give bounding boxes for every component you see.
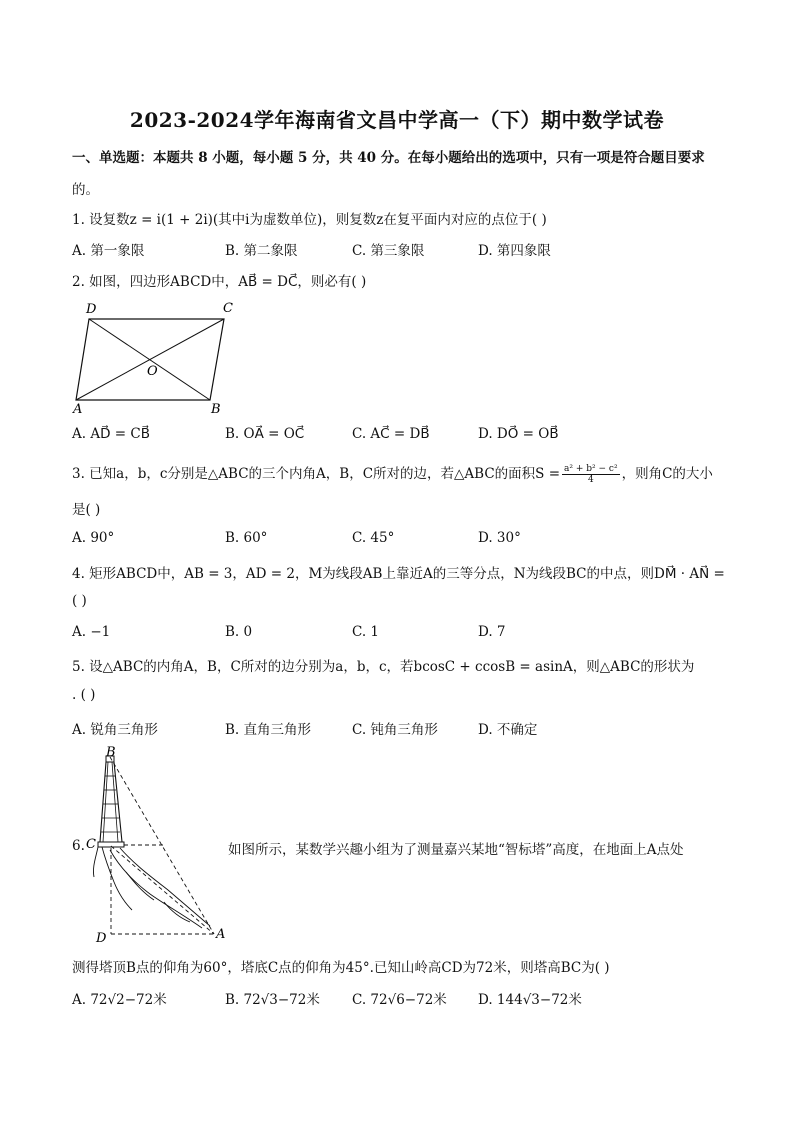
label-d: D bbox=[96, 931, 107, 944]
area-fraction bbox=[562, 464, 620, 485]
q6-option-c[interactable]: C. 72√6−72米 bbox=[352, 992, 447, 1008]
q1-option-b[interactable]: B. 第二象限 bbox=[225, 243, 298, 259]
q6-stem-line2: 测得塔顶B点的仰角为60°，塔底C点的仰角为45°.已知山岭高CD为72米，则塔高BC为( ) bbox=[72, 960, 610, 976]
q6-option-b[interactable]: B. 72√3−72米 bbox=[225, 992, 320, 1008]
fraction-numerator: a² + b² − c² bbox=[564, 464, 618, 474]
q5-option-a[interactable]: A. 锐角三角形 bbox=[72, 722, 158, 738]
label-b: B bbox=[211, 402, 221, 417]
label-b: B bbox=[106, 745, 116, 760]
q3-options bbox=[72, 530, 732, 550]
q4-option-d[interactable]: D. 7 bbox=[478, 624, 506, 640]
label-a: A bbox=[73, 402, 83, 417]
parallelogram-figure bbox=[70, 296, 240, 420]
q3-stem-before: 3. 已知a，b，c分别是△ABC的三个内角A，B，C所对的边，若△ABC的面积S = bbox=[72, 466, 561, 482]
q5-options bbox=[72, 718, 732, 738]
q3-option-d[interactable]: D. 30° bbox=[478, 530, 521, 546]
sightline-ac bbox=[111, 846, 214, 934]
q3-option-b[interactable]: B. 60° bbox=[225, 530, 268, 546]
fraction-denominator: 4 bbox=[587, 475, 594, 485]
label-a: A bbox=[216, 927, 226, 942]
q4-option-c[interactable]: C. 1 bbox=[352, 624, 380, 640]
tower-icon bbox=[98, 756, 124, 847]
q6-option-a[interactable]: A. 72√2−72米 bbox=[72, 992, 167, 1008]
q2-options bbox=[72, 426, 732, 446]
q5-stem-line2: . ( ) bbox=[72, 687, 96, 703]
q2-option-c[interactable]: C. AC⃗ = DB⃗ bbox=[352, 426, 430, 442]
q5-option-c[interactable]: C. 钝角三角形 bbox=[352, 722, 438, 738]
tower-figure bbox=[84, 742, 234, 944]
q3-option-c[interactable]: C. 45° bbox=[352, 530, 395, 546]
diagonal-ac bbox=[76, 319, 224, 400]
q4-options bbox=[72, 624, 732, 644]
q1-options bbox=[72, 239, 732, 259]
q4-option-b[interactable]: B. 0 bbox=[225, 624, 253, 640]
q5-stem-line1: 5. 设△ABC的内角A，B，C所对的边分别为a，b，c，若bcosC + ccosB = asinA，则△ABC的形状为 bbox=[72, 659, 695, 675]
q2-option-b[interactable]: B. OA⃗ = OC⃗ bbox=[225, 426, 305, 442]
q1-option-c[interactable]: C. 第三象限 bbox=[352, 243, 425, 259]
q2-stem: 2. 如图，四边形ABCD中，AB⃗ = DC⃗，则必有( ) bbox=[72, 274, 367, 290]
q6-option-d[interactable]: D. 144√3−72米 bbox=[478, 992, 582, 1008]
page-title: 2023-2024学年海南省文昌中学高一（下）期中数学试卷 bbox=[129, 108, 665, 132]
section-heading-line1: 一、单选题：本题共 8 小题，每小题 5 分，共 40 分。在每小题给出的选项中，只有一项是符合题目要求 bbox=[72, 150, 705, 166]
label-d: D bbox=[86, 302, 97, 317]
q1-option-d[interactable]: D. 第四象限 bbox=[478, 243, 551, 259]
q3-stem-line2: 是( ) bbox=[72, 502, 101, 518]
q3-stem-line1 bbox=[72, 462, 713, 485]
q2-option-d[interactable]: D. DO⃗ = OB⃗ bbox=[478, 426, 559, 442]
q5-option-b[interactable]: B. 直角三角形 bbox=[225, 722, 312, 738]
q1-stem: 1. 设复数z = i(1 + 2i)(其中i为虚数单位)，则复数z在复平面内对应的点位于( ) bbox=[72, 212, 547, 228]
label-c: C bbox=[86, 837, 96, 852]
q6-options bbox=[72, 988, 732, 1008]
q4-option-a[interactable]: A. −1 bbox=[72, 624, 111, 640]
q4-stem-line1: 4. 矩形ABCD中，AB = 3，AD = 2，M为线段AB上靠近A的三等分点，N为线段BC的中点，则DM⃗ · AN⃗ = bbox=[72, 566, 725, 582]
section-heading-line2: 的。 bbox=[72, 182, 99, 198]
q3-option-a[interactable]: A. 90° bbox=[72, 530, 115, 546]
label-o: O bbox=[147, 364, 158, 379]
q3-stem-after: ，则角C的大小 bbox=[621, 466, 713, 482]
sightline-ab bbox=[110, 757, 214, 934]
q5-option-d[interactable]: D. 不确定 bbox=[478, 722, 538, 738]
q4-stem-line2: ( ) bbox=[72, 593, 87, 609]
q1-option-a[interactable]: A. 第一象限 bbox=[72, 243, 145, 259]
q2-option-a[interactable]: A. AD⃗ = CB⃗ bbox=[72, 426, 150, 442]
label-c: C bbox=[223, 301, 233, 316]
q6-number: 6. bbox=[72, 838, 85, 854]
q6-stem-line1: 如图所示，某数学兴趣小组为了测量嘉兴某地“智标塔”高度，在地面上A点处 bbox=[228, 842, 684, 858]
